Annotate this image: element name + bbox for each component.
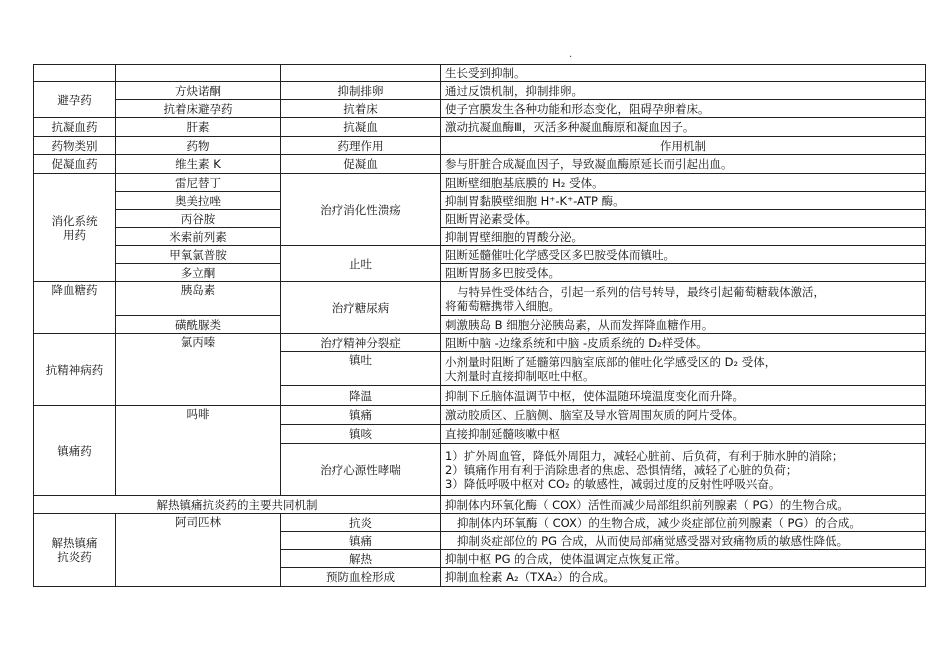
table-header-row bbox=[34, 137, 926, 155]
action-cell: 抑制排卵 bbox=[281, 82, 441, 100]
mechanism-cell: 抑制胃黏膜壁细胞 H⁺-K⁺-ATP 酶。 bbox=[441, 192, 926, 210]
mechanism-cell: 抑制中枢 PG 的合成，使体温调定点恢复正常。 bbox=[441, 550, 926, 568]
category-line: 用药 bbox=[63, 227, 86, 242]
mechanism-cell: 阻断胃泌素受体。 bbox=[441, 210, 926, 228]
action-cell: 治疗心源性哮喘 bbox=[281, 444, 441, 496]
action-cell: 解热 bbox=[281, 550, 441, 568]
mechanism-cell: 使子宫膜发生各种功能和形态变化，阻碍孕卵着床。 bbox=[441, 100, 926, 118]
drug-cell: 吗啡 bbox=[116, 406, 281, 496]
drug-table bbox=[33, 64, 926, 587]
table-row bbox=[34, 192, 926, 210]
action-cell: 预防血栓形成 bbox=[281, 568, 441, 587]
action-cell: 治疗消化性溃疡 bbox=[281, 174, 441, 246]
mechanism-line: 2）镇痛作用有利于消除患者的焦虑、恐惧情绪，减轻了心脏的负荷； bbox=[445, 462, 798, 477]
drug-cell: 阿司匹林 bbox=[116, 514, 281, 587]
action-cell: 镇痛 bbox=[281, 532, 441, 550]
common-mechanism-label: 解热镇痛抗炎药的主要共同机制 bbox=[34, 496, 441, 514]
category-cell: 避孕药 bbox=[34, 82, 116, 118]
mechanism-cell bbox=[441, 282, 926, 316]
category-cell bbox=[34, 174, 116, 282]
table-row bbox=[34, 210, 926, 228]
mechanism-cell: 阻断中脑 -边缘系统和中脑 -皮质系统的 D₂样受体。 bbox=[441, 334, 926, 352]
mechanism-cell: 通过反馈机制，抑制排卵。 bbox=[441, 82, 926, 100]
header-action: 药理作用 bbox=[281, 137, 441, 155]
table-row bbox=[34, 100, 926, 118]
drug-cell: 抗着床避孕药 bbox=[116, 100, 281, 118]
mechanism-text: 抑制炎症部位的 PG 合成，从而使局部痛觉感受器对致痛物质的敏感性降低。 bbox=[457, 533, 849, 548]
category-cell bbox=[34, 65, 116, 82]
mechanism-cell: 直接抑制延髓咳嗽中枢 bbox=[441, 425, 926, 444]
table-row bbox=[34, 118, 926, 137]
action-cell: 镇吐 bbox=[281, 352, 441, 386]
table-row bbox=[34, 406, 926, 425]
category-line: 解热镇痛 bbox=[51, 536, 98, 550]
page-mark: · bbox=[569, 52, 573, 63]
action-cell: 镇痛 bbox=[281, 406, 441, 425]
mechanism-line: 大剂量时直接抑制呕吐中枢。 bbox=[445, 368, 595, 383]
drug-cell bbox=[116, 65, 281, 82]
drug-cell: 雷尼替丁 bbox=[116, 174, 281, 192]
action-cell: 抗着床 bbox=[281, 100, 441, 118]
header-drug: 药物 bbox=[116, 137, 281, 155]
drug-cell: 奥美拉唑 bbox=[116, 192, 281, 210]
category-cell: 抗精神病药 bbox=[34, 334, 116, 406]
header-mechanism: 作用机制 bbox=[441, 137, 926, 155]
drug-cell: 多立酮 bbox=[116, 264, 281, 282]
mechanism-cell: 激动胶质区、丘脑侧、脑室及导水管周围灰质的阿片受体。 bbox=[441, 406, 926, 425]
drug-cell: 肝素 bbox=[116, 118, 281, 137]
table-row bbox=[34, 282, 926, 316]
mechanism-cell: 刺激胰岛 B 细胞分泌胰岛素，从而发挥降血糖作用。 bbox=[441, 316, 926, 334]
category-cell: 抗凝血药 bbox=[34, 118, 116, 137]
category-cell: 降血糖药 bbox=[34, 282, 116, 334]
action-cell: 抗凝血 bbox=[281, 118, 441, 137]
table-row bbox=[34, 174, 926, 192]
drug-cell: 氯丙嗪 bbox=[116, 334, 281, 406]
table-row bbox=[34, 334, 926, 352]
mechanism-cell bbox=[441, 352, 926, 386]
table-row bbox=[34, 228, 926, 246]
mechanism-line: 1）扩外周血管，降低外周阻力，减轻心脏前、后负荷，有利于肺水肿的消除； bbox=[445, 448, 844, 463]
mechanism-cell: 阻断胃肠多巴胺受体。 bbox=[441, 264, 926, 282]
mechanism-cell: 阻断延髓催吐化学感受区多巴胺受体而镇吐。 bbox=[441, 246, 926, 264]
category-cell: 促凝血药 bbox=[34, 155, 116, 174]
action-cell: 镇咳 bbox=[281, 425, 441, 444]
category-cell bbox=[34, 514, 116, 587]
table-row bbox=[34, 155, 926, 174]
table-row bbox=[34, 316, 926, 334]
mechanism-cell: 参与肝脏合成凝血因子，导致凝血酶原延长而引起出血。 bbox=[441, 155, 926, 174]
mechanism-cell: 激动抗凝血酶Ⅲ，灭活多种凝血酶原和凝血因子。 bbox=[441, 118, 926, 137]
mechanism-line: 将葡萄糖携带入细胞。 bbox=[445, 298, 560, 313]
category-line: 消化系统 bbox=[51, 213, 98, 228]
table-row bbox=[34, 65, 926, 82]
action-cell: 治疗糖尿病 bbox=[281, 282, 441, 334]
table-row bbox=[34, 246, 926, 264]
action-cell: 治疗精神分裂症 bbox=[281, 334, 441, 352]
header-category: 药物类别 bbox=[34, 137, 116, 155]
drug-cell: 胰岛素 bbox=[116, 282, 281, 316]
drug-cell: 米索前列素 bbox=[116, 228, 281, 246]
mechanism-line: 3）降低呼吸中枢对 CO₂ 的敏感性，减弱过度的反射性呼吸兴奋。 bbox=[445, 476, 781, 491]
category-cell: 镇痛药 bbox=[34, 406, 116, 496]
mechanism-cell: 生长受到抑制。 bbox=[441, 65, 926, 82]
table-row bbox=[34, 514, 926, 532]
mechanism-cell bbox=[441, 444, 926, 496]
drug-cell: 方炔诺酮 bbox=[116, 82, 281, 100]
mechanism-cell: 抑制血栓素 A₂（TXA₂）的合成。 bbox=[441, 568, 926, 587]
mechanism-line: 小剂量时阻断了延髓第四脑室底部的催吐化学感受区的 D₂ 受体， bbox=[445, 354, 777, 369]
mechanism-cell bbox=[441, 514, 926, 532]
mechanism-line: 与特异性受体结合，引起一系列的信号转导，最终引起葡萄糖载体激活， bbox=[457, 284, 825, 299]
category-line: 抗炎药 bbox=[57, 550, 92, 564]
drug-cell: 磺酰脲类 bbox=[116, 316, 281, 334]
table-row bbox=[34, 82, 926, 100]
drug-cell: 丙谷胺 bbox=[116, 210, 281, 228]
action-cell: 抗炎 bbox=[281, 514, 441, 532]
mechanism-text: 抑制体内环氧酶（ COX）的生物合成，减少炎症部位前列腺素（ PG）的合成。 bbox=[457, 515, 861, 530]
mechanism-cell bbox=[441, 532, 926, 550]
action-cell: 促凝血 bbox=[281, 155, 441, 174]
mechanism-cell: 抑制体内环氧化酶（ COX）活性而减少局部组织前列腺素（ PG）的生物合成。 bbox=[441, 496, 926, 514]
mechanism-cell: 抑制下丘脑体温调节中枢，使体温随环境温度变化而升降。 bbox=[441, 386, 926, 406]
drug-cell: 维生素 K bbox=[116, 155, 281, 174]
mechanism-cell: 阻断壁细胞基底膜的 H₂ 受体。 bbox=[441, 174, 926, 192]
action-cell: 降温 bbox=[281, 386, 441, 406]
action-cell: 止吐 bbox=[281, 246, 441, 282]
action-cell bbox=[281, 65, 441, 82]
mechanism-cell: 抑制胃壁细胞的胃酸分泌。 bbox=[441, 228, 926, 246]
table-row bbox=[34, 264, 926, 282]
table-row bbox=[34, 496, 926, 514]
drug-cell: 甲氧氯普胺 bbox=[116, 246, 281, 264]
